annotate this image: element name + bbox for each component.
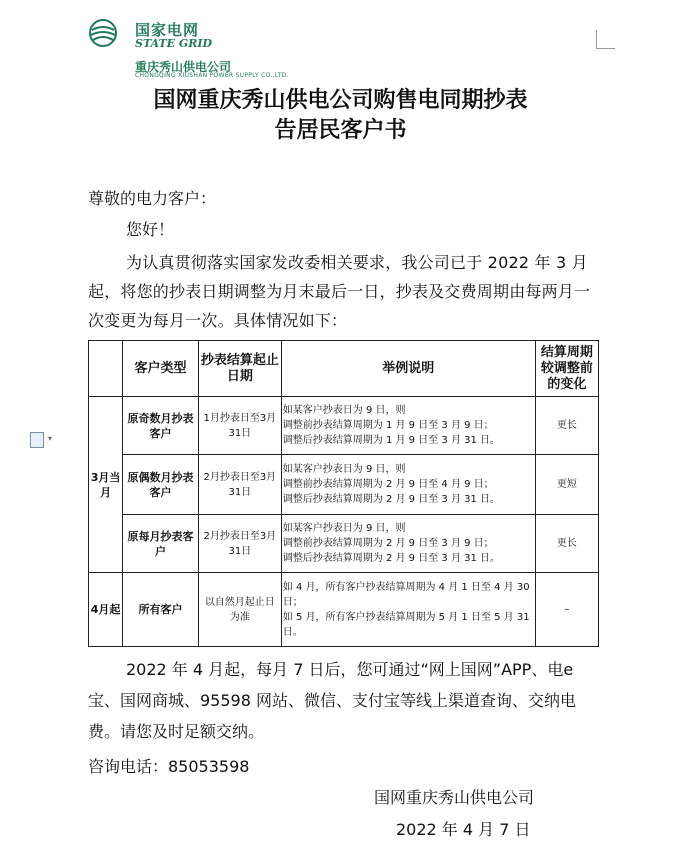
page-corner-mark bbox=[596, 30, 615, 49]
customer-type-cell: 原偶数月抄表客户 bbox=[123, 455, 199, 515]
table-header-row bbox=[89, 341, 599, 397]
change-cell: 更长 bbox=[535, 397, 598, 455]
example-cell bbox=[281, 515, 535, 573]
table-header-cell: 举例说明 bbox=[281, 341, 535, 397]
signature: 国网重庆秀山供电公司 bbox=[374, 788, 535, 807]
example-line: 调整后抄表结算周期为 2 月 9 日至 3 月 31 日。 bbox=[282, 553, 501, 564]
group-cell-march: 3月当月 bbox=[89, 397, 123, 573]
phone-line: 咨询电话：85053598 bbox=[88, 757, 250, 776]
example-cell bbox=[281, 573, 535, 647]
date: 2022 年 4 月 7 日 bbox=[396, 820, 531, 839]
table-row bbox=[89, 573, 599, 647]
period-cell: 以自然月起止日为准 bbox=[198, 573, 281, 647]
example-line: 调整前抄表结算周期为 1 月 9 日至 3 月 9 日； bbox=[282, 420, 494, 431]
group-cell-april: 4月起 bbox=[89, 573, 123, 647]
period-cell: 2月抄表日至3月31日 bbox=[198, 515, 281, 573]
logo-text-en: STATE GRID bbox=[135, 37, 213, 50]
example-line: 如 5 月，所有客户抄表结算周期为 5 月 1 日至 5 月 31 日。 bbox=[282, 611, 530, 638]
document-icon[interactable] bbox=[30, 432, 44, 448]
billing-table bbox=[88, 340, 599, 647]
example-line: 如某客户抄表日为 9 日，则 bbox=[282, 523, 406, 534]
hello: 您好！ bbox=[126, 220, 175, 239]
customer-type-cell: 原奇数月抄表客户 bbox=[123, 397, 199, 455]
table-header-cell: 结算周期较调整前的变化 bbox=[535, 341, 598, 397]
example-line: 调整后抄表结算周期为 2 月 9 日至 3 月 31 日。 bbox=[282, 494, 501, 505]
table-header-cell: 客户类型 bbox=[123, 341, 199, 397]
company-name-en: CHONGQING XIUSHAN POWER SUPPLY CO.,LTD. bbox=[135, 72, 289, 79]
company-name-cn: 重庆秀山供电公司 bbox=[135, 60, 232, 74]
change-cell: 更长 bbox=[535, 515, 598, 573]
table-row bbox=[89, 455, 599, 515]
example-line: 如某客户抄表日为 9 日，则 bbox=[282, 405, 406, 416]
table-header-cell: 抄表结算起止日期 bbox=[198, 341, 281, 397]
chevron-down-icon[interactable]: ▾ bbox=[48, 434, 53, 443]
state-grid-logo-icon bbox=[88, 18, 118, 48]
period-cell: 2月抄表日至3月31日 bbox=[198, 455, 281, 515]
example-line: 调整前抄表结算周期为 2 月 9 日至 4 月 9 日； bbox=[282, 479, 494, 490]
table-row bbox=[89, 515, 599, 573]
example-line: 如 4 月，所有客户抄表结算周期为 4 月 1 日至 4 月 30 日； bbox=[282, 581, 530, 608]
intro-paragraph: 为认真贯彻落实国家发改委相关要求，我公司已于 2022 年 3 月起，将您的抄表日期调整为月末最后一日，抄表及交费周期由每两月一次变更为每月一次。具体情况如下： bbox=[88, 253, 591, 330]
example-cell bbox=[281, 455, 535, 515]
greeting: 尊敬的电力客户： bbox=[88, 189, 217, 208]
customer-type-cell: 所有客户 bbox=[123, 573, 199, 647]
example-line: 如某客户抄表日为 9 日，则 bbox=[282, 464, 406, 475]
example-line: 调整前抄表结算周期为 2 月 9 日至 3 月 9 日； bbox=[282, 538, 494, 549]
table-row bbox=[89, 397, 599, 455]
table-header-cell bbox=[89, 341, 123, 397]
document-title-line2: 告居民客户书 bbox=[274, 118, 407, 143]
change-cell: – bbox=[535, 573, 598, 647]
customer-type-cell: 原每月抄表客户 bbox=[123, 515, 199, 573]
example-cell bbox=[281, 397, 535, 455]
document-title-line1: 国网重庆秀山供电公司购售电同期抄表 bbox=[153, 88, 528, 113]
logo-text-cn: 国家电网 bbox=[135, 21, 200, 39]
period-cell: 1月抄表日至3月31日 bbox=[198, 397, 281, 455]
example-line: 调整后抄表结算周期为 1 月 9 日至 3 月 31 日。 bbox=[282, 435, 501, 446]
after-paragraph: 2022 年 4 月起，每月 7 日后，您可通过“网上国网”APP、电e宝、国网商城、95598 网站、微信、支付宝等线上渠道查询、交纳电费。请您及时足额交纳。 bbox=[88, 660, 576, 741]
change-cell: 更短 bbox=[535, 455, 598, 515]
